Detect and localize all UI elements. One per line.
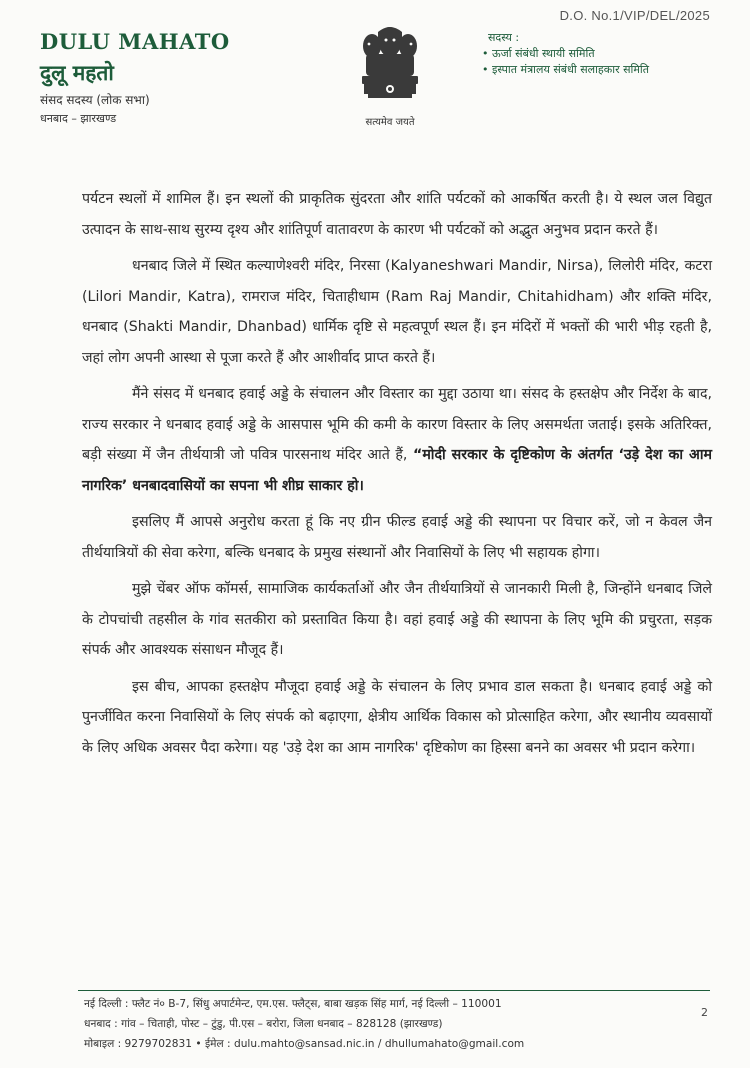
committee-memberships: [482, 30, 732, 78]
letterhead-footer: [84, 994, 704, 1054]
emblem-motto: सत्यमेव जयते: [365, 117, 415, 128]
paragraph-proposed-site: मुझे चेंबर ऑफ कॉमर्स, सामाजिक कार्यकर्ताओं और जैन तीर्थयात्रियों से जानकारी मिली है, जिन्होंने धनबाद जिले के टोपचांची तहसील के गांव सतकीरा को प्रस्तावित किया है। वहां हवाई अड्डे की स्थापना के लिए भूमि की प्रचुरता, सड़क संपर्क और आवश्यक संसाधन मौजूद हैं।: [82, 581, 712, 658]
footer-divider: [78, 990, 710, 991]
page-number: 2: [701, 1006, 708, 1019]
committee-item: • ऊर्जा संबंधी स्थायी समिति: [482, 47, 595, 60]
paragraph-airport-issue: [82, 379, 712, 501]
footer-contact: मोबाइल : 9279702831 • ईमेल : dulu.mahto@sansad.nic.in / dhullumahato@gmail.com: [84, 1038, 525, 1050]
paragraph-intervention: इस बीच, आपका हस्तक्षेप मौजूदा हवाई अड्डे के संचालन के लिए प्रभाव डाल सकता है। धनबाद हवाई अड्डे को पुनर्जीवित करना निवासियों के लिए संपर्क को बढ़ाएगा, क्षेत्रीय आर्थिक विकास को प्रोत्साहित करेगा, और स्थानीय व्यवसायों के लिए अधिक अवसर पैदा करेगा। यह 'उड़े देश का आम नागरिक' दृष्टिकोण का हिस्सा बनने का अवसर भी प्रदान करेगा।: [82, 678, 712, 756]
letterhead-identity: [40, 30, 300, 126]
paragraph-airport-quote: “मोदी सरकार के दृष्टिकोण के अंतर्गत ‘उड़े देश का आम नागरिक’ धनबादवासियों का सपना भी शीघ्र साकार हो।: [82, 447, 712, 494]
member-name-english: DULU MAHATO: [40, 29, 230, 54]
state-emblem-icon: [358, 20, 422, 112]
member-name-hindi: दुलू महतो: [40, 61, 114, 85]
document-number: D.O. No.1/VIP/DEL/2025: [559, 8, 710, 23]
emblem-block: [340, 20, 440, 128]
committees-label: सदस्य :: [488, 31, 520, 44]
letter-body: [82, 184, 712, 769]
committee-item: • इस्पात मंत्रालय संबंधी सलाहकार समिति: [482, 63, 650, 76]
paragraph-tourism: पर्यटन स्थलों में शामिल हैं। इन स्थलों की प्राकृतिक सुंदरता और शांति पर्यटकों को आकर्षित करती है। ये स्थल जल विद्युत उत्पादन के साथ-साथ सुरम्य दृश्य और शांतिपूर्ण वातावरण के कारण भी पर्यटकों को अद्भुत अनुभव प्रदान करते हैं।: [82, 191, 712, 238]
member-role: संसद सदस्य (लोक सभा): [40, 93, 150, 107]
footer-dhanbad-address: धनबाद : गांव – चिताही, पोस्ट – टुंडु, पी.एस – बरोरा, जिला धनबाद – 828128 (झारखण्ड): [84, 1018, 443, 1030]
footer-delhi-address: नई दिल्ली : फ्लैट नं० B-7, सिंधु अपार्टमेन्ट, एम.एस. फ्लैट्स, बाबा खड़क सिंह मार्ग, नई दिल्ली – 110001: [84, 998, 502, 1010]
paragraph-temples: धनबाद जिले में स्थित कल्याणेश्वरी मंदिर, निरसा (Kalyaneshwari Mandir, Nirsa), लिलोरी मंदिर, कटरा (Lilori Mandir, Katra), रामराज मंदिर, चिताहीधाम (Ram Raj Mandir, Chitahidham) और शक्ति मंदिर, धनबाद (Shakti Mandir, Dhanbad) धार्मिक दृष्टि से महत्वपूर्ण स्थल हैं। इन मंदिरों में भक्तों की भारी भीड़ रहती है, जहां लोग अपनी आस्था से पूजा करते हैं और आशीर्वाद प्राप्त करते हैं।: [82, 258, 712, 366]
paragraph-airport-text: मैंने संसद में धनबाद हवाई अड्डे के संचालन और विस्तार का मुद्दा उठाया था। संसद के हस्तक्षेप और निर्देश के बाद, राज्य सरकार ने धनबाद हवाई अड्डे के आसपास भूमि की कमी के कारण विस्तार के लिए असमर्थता जताई। इसके अतिरिक्त, बड़ी संख्या में जैन तीर्थयात्री जो पवित्र पारसनाथ मंदिर आते हैं,: [82, 386, 712, 463]
member-constituency: धनबाद – झारखण्ड: [40, 112, 117, 125]
paragraph-request: इसलिए मैं आपसे अनुरोध करता हूं कि नए ग्रीन फील्ड हवाई अड्डे की स्थापना पर विचार करें, जो न केवल जैन तीर्थयात्रियों की सेवा करेगा, बल्कि धनबाद के प्रमुख संस्थानों और निवासियों के लिए भी सहायक होगा।: [82, 514, 712, 561]
